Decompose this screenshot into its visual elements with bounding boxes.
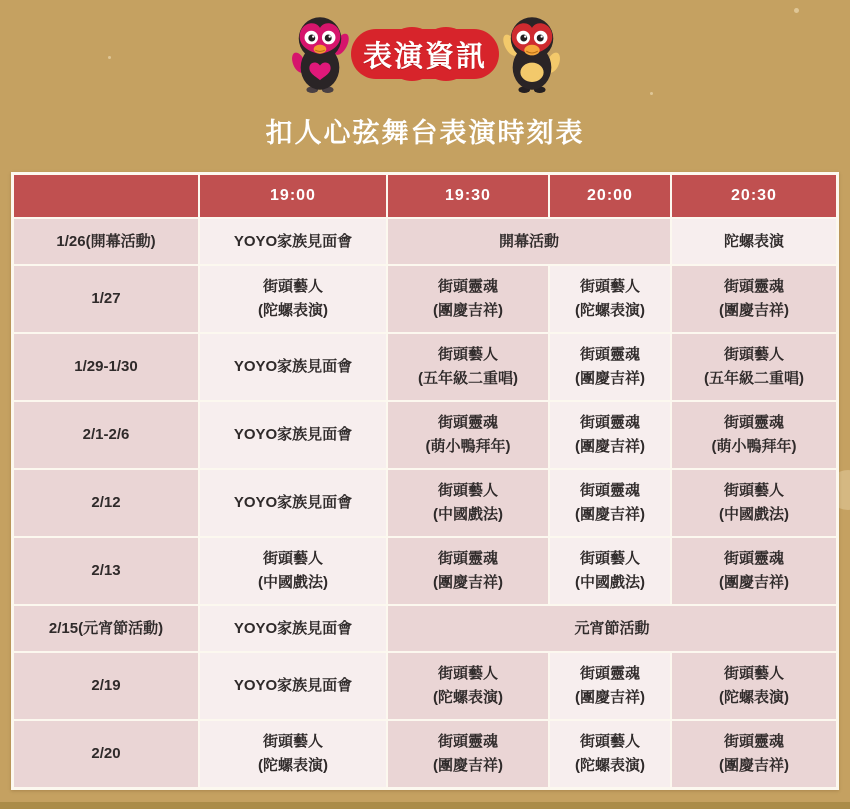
show-name: 陀螺表演 bbox=[723, 232, 784, 250]
show-subtitle: (五年級二重唱) bbox=[704, 370, 804, 387]
date-cell: 2/20 bbox=[14, 721, 198, 787]
schedule-cell bbox=[388, 653, 548, 719]
show-name: YOYO家族見面會 bbox=[233, 619, 353, 637]
show-subtitle: (陀螺表演) bbox=[575, 302, 645, 319]
schedule-cell bbox=[550, 538, 670, 604]
pink-penguin-mascot-icon bbox=[291, 12, 349, 94]
show-name: 街頭藝人 bbox=[437, 665, 498, 682]
date-cell: 1/26(開幕活動) bbox=[14, 219, 198, 264]
schedule-cell bbox=[388, 219, 670, 264]
show-subtitle: (陀螺表演) bbox=[258, 302, 328, 319]
show-name: 街頭藝人 bbox=[262, 278, 323, 295]
schedule-cell bbox=[672, 219, 836, 264]
date-cell: 2/12 bbox=[14, 470, 198, 536]
schedule-cell bbox=[388, 470, 548, 536]
schedule-cell bbox=[200, 402, 386, 468]
show-name: 街頭靈魂 bbox=[723, 733, 784, 750]
table-row bbox=[14, 402, 836, 468]
show-subtitle: (中國戲法) bbox=[719, 506, 789, 523]
show-subtitle: (團慶吉祥) bbox=[433, 302, 503, 319]
show-name: 街頭藝人 bbox=[579, 278, 640, 295]
show-name: 街頭靈魂 bbox=[579, 414, 640, 431]
table-row bbox=[14, 219, 836, 264]
show-subtitle: (中國戲法) bbox=[575, 574, 645, 591]
show-subtitle: (團慶吉祥) bbox=[433, 757, 503, 774]
schedule-cell bbox=[672, 402, 836, 468]
show-subtitle: (五年級二重唱) bbox=[418, 370, 518, 387]
schedule-cell bbox=[672, 538, 836, 604]
schedule-cell bbox=[200, 470, 386, 536]
show-subtitle: (團慶吉祥) bbox=[575, 506, 645, 523]
table-row bbox=[14, 606, 836, 651]
schedule-cell bbox=[550, 721, 670, 787]
show-subtitle: (中國戲法) bbox=[433, 506, 503, 523]
show-name: YOYO家族見面會 bbox=[233, 358, 353, 375]
schedule-cell bbox=[200, 334, 386, 400]
show-subtitle: (團慶吉祥) bbox=[575, 689, 645, 706]
table-row bbox=[14, 538, 836, 604]
show-name: 街頭藝人 bbox=[579, 733, 640, 750]
show-name: 街頭藝人 bbox=[723, 482, 784, 499]
schedule-cell bbox=[200, 538, 386, 604]
schedule-cell bbox=[550, 470, 670, 536]
show-name: 街頭靈魂 bbox=[437, 278, 498, 295]
date-cell: 1/29-1/30 bbox=[14, 334, 198, 400]
show-name: 街頭藝人 bbox=[723, 346, 784, 363]
sparkle-dot bbox=[108, 56, 111, 59]
schedule-cell bbox=[388, 334, 548, 400]
show-subtitle: (團慶吉祥) bbox=[719, 757, 789, 774]
schedule-table bbox=[11, 172, 839, 790]
schedule-cell bbox=[672, 721, 836, 787]
schedule-cell bbox=[550, 266, 670, 332]
show-name: 街頭靈魂 bbox=[723, 414, 784, 431]
show-name: 街頭藝人 bbox=[579, 550, 640, 567]
red-penguin-mascot-icon bbox=[503, 12, 561, 94]
schedule-cell bbox=[388, 266, 548, 332]
show-name: 街頭靈魂 bbox=[723, 278, 784, 295]
show-name: 街頭藝人 bbox=[262, 550, 323, 567]
show-name: 街頭藝人 bbox=[723, 665, 784, 682]
schedule-cell bbox=[672, 653, 836, 719]
date-cell: 2/13 bbox=[14, 538, 198, 604]
date-cell: 2/15(元宵節活動) bbox=[14, 606, 198, 651]
show-name: 街頭靈魂 bbox=[437, 733, 498, 750]
date-cell: 1/27 bbox=[14, 266, 198, 332]
show-name: 街頭靈魂 bbox=[579, 346, 640, 363]
show-subtitle: (團慶吉祥) bbox=[719, 574, 789, 591]
schedule-cell bbox=[672, 470, 836, 536]
show-name: YOYO家族見面會 bbox=[233, 232, 353, 250]
schedule-cell bbox=[200, 219, 386, 264]
bottom-border-strip bbox=[0, 802, 850, 809]
schedule-cell bbox=[388, 402, 548, 468]
time-header-1900: 19:00 bbox=[200, 175, 386, 217]
date-cell: 2/19 bbox=[14, 653, 198, 719]
show-subtitle: (陀螺表演) bbox=[258, 757, 328, 774]
show-name: 街頭靈魂 bbox=[723, 550, 784, 567]
show-name: 街頭藝人 bbox=[437, 482, 498, 499]
schedule-cell bbox=[672, 334, 836, 400]
table-row bbox=[14, 721, 836, 787]
schedule-cell bbox=[388, 721, 548, 787]
date-cell: 2/1-2/6 bbox=[14, 402, 198, 468]
show-name: YOYO家族見面會 bbox=[233, 494, 353, 511]
show-subtitle: (中國戲法) bbox=[258, 574, 328, 591]
show-subtitle: (陀螺表演) bbox=[433, 689, 503, 706]
show-name: 元宵節活動 bbox=[574, 619, 650, 637]
show-name: YOYO家族見面會 bbox=[233, 677, 353, 694]
time-header-empty bbox=[14, 175, 198, 217]
show-subtitle: (團慶吉祥) bbox=[575, 438, 645, 455]
schedule-cell bbox=[388, 606, 836, 651]
performance-info-badge bbox=[350, 22, 500, 86]
schedule-cell bbox=[550, 402, 670, 468]
show-name: 街頭靈魂 bbox=[579, 482, 640, 499]
show-subtitle: (陀螺表演) bbox=[719, 689, 789, 706]
show-name: 街頭藝人 bbox=[437, 346, 498, 363]
schedule-cell bbox=[200, 266, 386, 332]
schedule-cell bbox=[200, 721, 386, 787]
show-name: 街頭靈魂 bbox=[579, 665, 640, 682]
schedule-cell bbox=[550, 653, 670, 719]
show-subtitle: (萌小鴨拜年) bbox=[711, 438, 797, 455]
time-header-1930: 19:30 bbox=[388, 175, 548, 217]
schedule-cell bbox=[200, 606, 386, 651]
show-name: 開幕活動 bbox=[498, 232, 559, 250]
table-row bbox=[14, 266, 836, 332]
table-row bbox=[14, 470, 836, 536]
show-name: 街頭藝人 bbox=[262, 733, 323, 750]
page-title: 扣人心弦舞台表演時刻表 bbox=[265, 118, 585, 148]
show-name: YOYO家族見面會 bbox=[233, 426, 353, 443]
show-subtitle: (團慶吉祥) bbox=[433, 574, 503, 591]
schedule-cell bbox=[200, 653, 386, 719]
show-name: 街頭靈魂 bbox=[437, 550, 498, 567]
show-subtitle: (團慶吉祥) bbox=[719, 302, 789, 319]
table-row bbox=[14, 653, 836, 719]
sparkle-dot bbox=[650, 92, 653, 95]
time-header-2030: 20:30 bbox=[672, 175, 836, 217]
time-header-2000: 20:00 bbox=[550, 175, 670, 217]
schedule-cell bbox=[672, 266, 836, 332]
show-subtitle: (陀螺表演) bbox=[575, 757, 645, 774]
table-row bbox=[14, 334, 836, 400]
sparkle-dot bbox=[794, 8, 799, 13]
table-header-row bbox=[14, 175, 836, 217]
schedule-cell bbox=[388, 538, 548, 604]
show-name: 街頭靈魂 bbox=[437, 414, 498, 431]
show-subtitle: (萌小鴨拜年) bbox=[425, 438, 511, 455]
badge-label: 表演資訊 bbox=[362, 40, 487, 73]
schedule-cell bbox=[550, 334, 670, 400]
show-subtitle: (團慶吉祥) bbox=[575, 370, 645, 387]
